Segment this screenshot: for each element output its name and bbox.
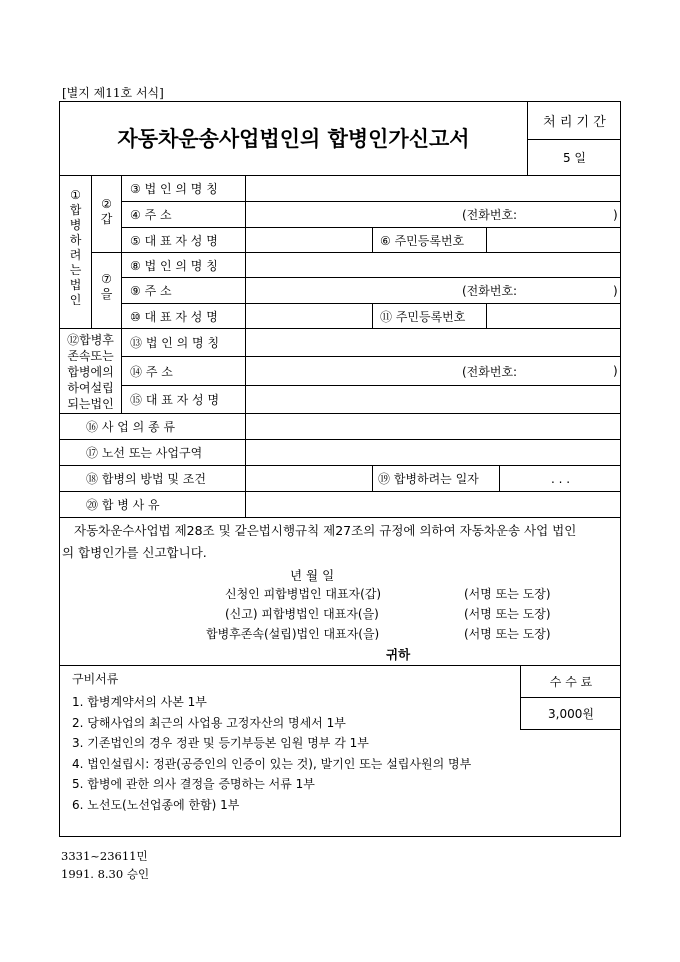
processing-period: 5 일 <box>562 150 587 165</box>
signer-c-sign: (서명 또는 도장) <box>464 627 551 641</box>
footer-code: 3331~23611민 <box>61 849 148 863</box>
party-a-address-label: ④ 주 소 <box>130 208 172 222</box>
document-item: 4. 법인설립시: 정관(공증인의 인증이 있는 것), 발기인 또는 설립사원의 명부 <box>72 756 472 771</box>
signer-a-label: 신청인 피합병법인 대표자(갑) <box>225 587 382 601</box>
merge-date-value: . . . <box>550 471 571 486</box>
method-label: ⑱ 합병의 방법 및 조건 <box>86 472 206 486</box>
declaration-line-1: 자동차운수사업법 제28조 및 같은법시행규칙 제27조의 규정에 의하여 자동차운송 사업 법인 <box>74 523 577 538</box>
party-a-label: ② 갑 <box>100 197 113 226</box>
party-b-id-label: ⑪ 주민등록번호 <box>380 309 466 324</box>
signer-a-sign: (서명 또는 도장) <box>464 587 551 601</box>
footer-approval: 1991. 8.30 승인 <box>61 867 150 881</box>
party-a-name-label: ③ 법 인 의 명 칭 <box>130 182 218 196</box>
party-a-rep-label: ⑤ 대 표 자 성 명 <box>130 233 218 248</box>
document-item: 2. 당해사업의 최근의 사업용 고정자산의 명세서 1부 <box>72 715 346 730</box>
merging-corp-label: ① 합 병 하 려 는 법 인 <box>69 188 82 307</box>
route-label: ⑰ 노선 또는 사업구역 <box>86 446 203 460</box>
survivor-rep-label: ⑮ 대 표 자 성 명 <box>130 393 220 407</box>
survivor-address-label: ⑭ 주 소 <box>130 364 173 379</box>
fee-amount: 3,000원 <box>548 707 594 721</box>
signer-b-label: (신고) 피합병법인 대표자(을) <box>225 607 379 621</box>
survivor-phone-close: ) <box>613 364 618 378</box>
reason-label: ⑳ 합 병 사 유 <box>86 498 160 512</box>
merge-date-label: ⑲ 합병하려는 일자 <box>378 472 479 486</box>
fee-label: 수 수 료 <box>549 675 593 689</box>
party-b-rep-label: ⑩ 대 표 자 성 명 <box>130 309 218 324</box>
party-b-phone-label: (전화번호: <box>462 284 518 298</box>
party-a-id-label: ⑥ 주민등록번호 <box>380 233 465 248</box>
survivor-phone-label: (전화번호: <box>462 364 518 379</box>
signer-b-sign: (서명 또는 도장) <box>464 607 551 621</box>
date-line: 년 월 일 <box>290 568 335 583</box>
form-title: 자동차운송사업법인의 합병인가신고서 <box>117 126 470 151</box>
party-b-phone-close: ) <box>613 283 618 298</box>
form-tag: [별지 제11호 서식] <box>62 86 164 100</box>
business-type-label: ⑯ 사 업 의 종 류 <box>86 420 176 434</box>
documents-list <box>72 692 471 815</box>
party-b-label: ⑦ 을 <box>100 272 113 301</box>
survivor-name-label: ⑬ 법 인 의 명 칭 <box>130 336 220 350</box>
documents-heading: 구비서류 <box>72 672 119 686</box>
declaration-line-2: 의 합병인가를 신고합니다. <box>62 545 207 560</box>
document-item: 3. 기존법인의 경우 정관 및 등기부등본 임원 명부 각 1부 <box>72 736 369 750</box>
document-item: 1. 합병계약서의 사본 1부 <box>72 695 207 709</box>
signer-c-label: 합병후존속(설립)법인 대표자(을) <box>206 627 380 641</box>
document-item: 5. 합병에 관한 의사 결정을 증명하는 서류 1부 <box>72 777 315 791</box>
survivor-corp-label: ⑫합병후 존속또는 합병에의 하여설립 되는법인 <box>67 333 114 411</box>
party-b-name-label: ⑧ 법 인 의 명 칭 <box>130 258 218 273</box>
party-a-phone-close: ) <box>613 207 618 222</box>
party-b-address-label: ⑨ 주 소 <box>130 284 172 298</box>
document-item: 6. 노선도(노선업종에 한함) 1부 <box>72 797 240 812</box>
party-a-phone-label: (전화번호: <box>462 208 518 222</box>
addressee: 귀하 <box>386 647 411 662</box>
processing-label: 처 리 기 간 <box>543 115 606 130</box>
